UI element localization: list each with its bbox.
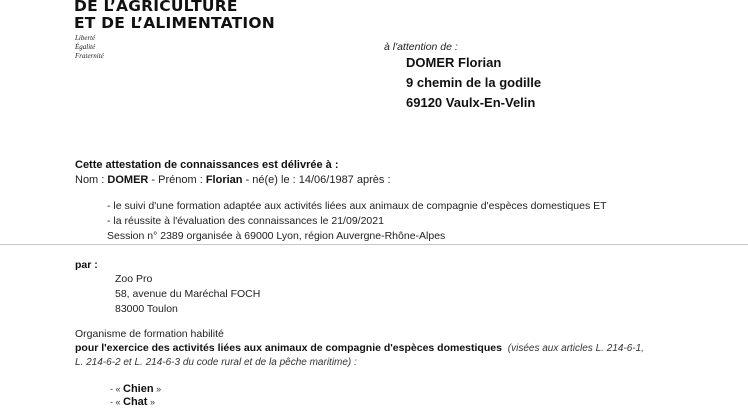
- species-prefix: - «: [110, 397, 124, 407]
- motto-liberte: Liberté: [75, 34, 96, 42]
- prenom-label: - Prénom :: [148, 174, 206, 186]
- species-list: [110, 383, 161, 409]
- holder-identity-line: [75, 174, 391, 186]
- after-label: après :: [353, 174, 391, 186]
- species-name: Chat: [123, 396, 148, 408]
- articles-line: L. 214-6-2 et L. 214-6-3 du code rural et de la pêche maritime) :: [75, 357, 357, 368]
- nom-value: DOMER: [107, 174, 149, 186]
- species-suffix: »: [147, 397, 155, 407]
- session-info: Session n° 2389 organisée à 69000 Lyon, région Auvergne-Rhône-Alpes: [107, 230, 446, 242]
- condition-training: - le suivi d'une formation adaptée aux activités liées aux animaux de compagnie d'espèces domestiques ET: [107, 200, 607, 212]
- species-prefix: - «: [110, 384, 124, 394]
- organisme-address-block: [115, 272, 260, 317]
- republic-motto: [75, 34, 104, 61]
- birth-date: 14/06/1987: [298, 174, 354, 186]
- condition-evaluation: - la réussite à l'évaluation des connaissances le 21/09/2021: [107, 215, 384, 227]
- exercise-line: [75, 342, 644, 354]
- species-item-chien: [110, 383, 161, 396]
- attestation-title: Cette attestation de connaissances est délivrée à :: [75, 159, 339, 171]
- cutoff-top-text: [400, 0, 404, 7]
- recipient-address-line-1: 9 chemin de la godille: [406, 75, 542, 90]
- birth-label: - né(e) le :: [242, 174, 299, 186]
- exercise-articles-start: (visées aux articles L. 214-6-1,: [507, 343, 644, 354]
- separator-line: [0, 244, 748, 245]
- ministry-line-2: ET DE L’ALIMENTATION: [74, 14, 275, 32]
- par-label: par :: [75, 259, 98, 271]
- nom-label: Nom :: [75, 174, 108, 186]
- species-name: Chien: [123, 383, 154, 395]
- prenom-value: Florian: [205, 174, 243, 186]
- organisme-address-line-2: 83000 Toulon: [115, 303, 178, 315]
- species-suffix: »: [153, 384, 162, 394]
- motto-fraternite: Fraternité: [75, 52, 104, 60]
- organisme-address-line-1: 58, avenue du Maréchal FOCH: [115, 288, 261, 300]
- recipient-address-block: [406, 53, 541, 113]
- recipient-address-line-2: 69120 Vaulx-En-Velin: [406, 95, 536, 110]
- exercise-activities: pour l'exercice des activités liées aux animaux de compagnie d'espèces domestiques: [75, 342, 502, 354]
- conditions-list: [107, 199, 607, 244]
- ministry-header: [74, 0, 275, 32]
- species-item-chat: [110, 396, 161, 409]
- attention-label: à l'attention de :: [384, 41, 458, 53]
- ministry-line-1: DE L’AGRICULTURE: [74, 0, 238, 15]
- motto-egalite: Égalité: [75, 43, 96, 51]
- recipient-name: DOMER Florian: [406, 55, 502, 70]
- habilite-label: Organisme de formation habilité: [75, 328, 224, 340]
- organisme-name: Zoo Pro: [115, 273, 153, 285]
